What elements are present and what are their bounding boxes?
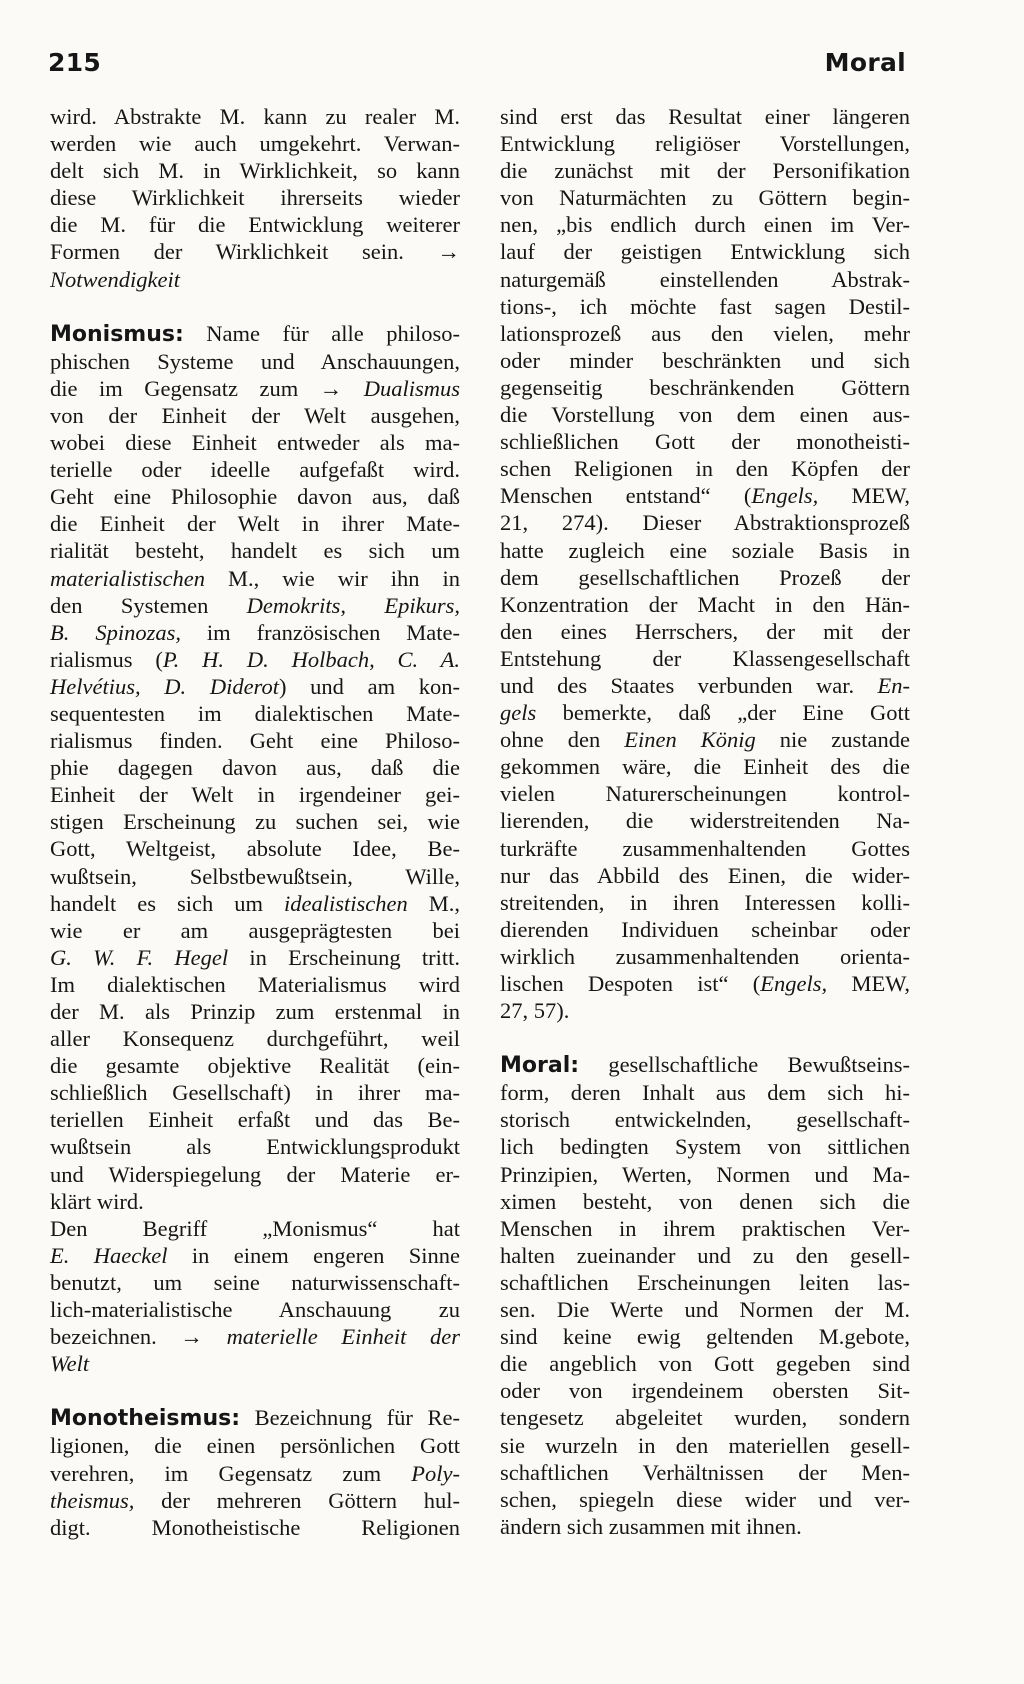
- text-line: [500, 509, 910, 536]
- line-text: nen, „bis endlich durch einen im Ver-: [500, 212, 910, 238]
- line-text: schließlichen Gott der monotheisti-: [500, 429, 910, 455]
- italic-text: Poly-: [411, 1460, 460, 1486]
- line-text: bezeichnen. →: [50, 1324, 227, 1350]
- italic-text: Engels,: [760, 971, 828, 996]
- line-text: Konzentration der Macht in den Hän-: [500, 591, 910, 617]
- text-line: [50, 1079, 460, 1106]
- italic-text: E. Haeckel: [50, 1242, 168, 1268]
- text-line: [50, 863, 460, 890]
- line-text: lich bedingten System von sittlichen: [500, 1134, 910, 1160]
- line-text: der mehreren Göttern hul-: [134, 1487, 460, 1513]
- text-line: [50, 1215, 460, 1242]
- line-text: wobei diese Einheit entweder als ma-: [50, 430, 460, 456]
- text-line: [500, 943, 910, 970]
- text-line: [500, 672, 910, 699]
- line-text: ximen besteht, von denen sich die: [500, 1188, 910, 1214]
- line-text: schließlich Gesellschaft) in ihrer ma-: [50, 1080, 460, 1106]
- line-text: in Erscheinung tritt.: [228, 944, 460, 970]
- line-text: schen Religionen in den Köpfen der: [500, 456, 910, 482]
- line-text: lich-materialistische Anschauung zu: [50, 1297, 460, 1323]
- line-text: phie dagegen davon aus, daß die: [50, 755, 460, 781]
- line-text: ) und am kon-: [278, 673, 460, 699]
- text-line: [50, 727, 460, 754]
- text-line: [50, 781, 460, 808]
- line-text: nie zustande: [755, 727, 910, 753]
- line-text: ohne den: [500, 727, 625, 753]
- line-text: den eines Herrschers, der mit der: [500, 618, 910, 644]
- line-text: Geht eine Philosophie davon aus, daß: [50, 484, 460, 510]
- text-line: [500, 482, 910, 509]
- text-line: [50, 673, 460, 700]
- line-text: die M. für die Entwicklung weiterer: [50, 212, 460, 238]
- text-line: [50, 1161, 460, 1188]
- line-text: M., wie wir ihn in: [204, 565, 460, 591]
- text-line: [500, 591, 910, 618]
- text-line: [500, 1133, 910, 1160]
- text-line: [500, 916, 910, 943]
- line-text: Menschen in ihrem praktischen Ver-: [500, 1215, 910, 1241]
- line-text: die gesamte objektive Realität (ein-: [50, 1053, 460, 1079]
- text-line: [500, 211, 910, 238]
- line-text: 27, 57).: [500, 998, 570, 1024]
- italic-text: materialistischen: [50, 565, 205, 591]
- line-text: Prinzipien, Werten, Normen und Ma-: [500, 1161, 910, 1187]
- line-text: streitenden, in ihren Interessen kolli-: [500, 889, 910, 915]
- line-text: MEW,: [827, 971, 910, 996]
- italic-text: Helvétius, D. Diderot: [50, 673, 279, 699]
- text-line: [500, 428, 910, 455]
- line-text: schaftlichen Verhältnissen der Men-: [500, 1459, 910, 1485]
- line-text: benutzt, um seine naturwissenschaft-: [50, 1269, 460, 1295]
- italic-text: materielle Einheit der: [226, 1324, 461, 1350]
- text-line: [500, 130, 910, 157]
- entry-term: Monotheismus:: [50, 1406, 240, 1432]
- line-text: wußtsein als Entwicklungsprodukt: [50, 1134, 460, 1160]
- italic-text: Einen König: [624, 727, 756, 753]
- text-line: [50, 402, 460, 429]
- line-text: handelt es sich um: [50, 890, 284, 916]
- italic-text: theismus,: [50, 1487, 135, 1513]
- text-line: [500, 184, 910, 211]
- text-line: [500, 1459, 910, 1486]
- text-line: [500, 564, 910, 591]
- line-text: schaftlichen Erscheinungen leiten las-: [500, 1269, 910, 1295]
- line-text: hatte zugleich eine soziale Basis in: [500, 537, 910, 563]
- line-text: gegenseitig beschränkenden Göttern: [500, 374, 910, 400]
- text-line: [50, 808, 460, 835]
- text-line: [500, 889, 910, 916]
- text-line: [500, 1188, 910, 1215]
- line-text: halten zueinander und zu den gesell-: [500, 1242, 910, 1268]
- text-line: [50, 700, 460, 727]
- line-text: sind erst das Resultat einer längeren: [500, 104, 910, 129]
- text-line: [50, 130, 460, 157]
- text-line: [500, 618, 910, 645]
- line-text: lationsprozeß aus den vielen, mehr: [500, 320, 910, 346]
- text-line: [50, 1106, 460, 1133]
- line-text: und des Staates verbunden war.: [500, 672, 878, 698]
- line-text: Entwicklung religiöser Vorstellungen,: [500, 131, 910, 157]
- line-text: phischen Systeme und Anschauungen,: [50, 348, 460, 374]
- text-line: [500, 1323, 910, 1350]
- text-line: [500, 1215, 910, 1242]
- line-text: die zunächst mit der Personifikation: [500, 158, 910, 184]
- line-text: die im Gegensatz zum →: [50, 375, 364, 401]
- entry-term: Monismus:: [50, 321, 184, 347]
- text-line: [50, 238, 460, 265]
- line-text: lischen Despoten ist“ (: [500, 971, 761, 996]
- line-text: M.,: [407, 890, 460, 916]
- left-column: [50, 103, 460, 1541]
- line-text: Name für alle philoso-: [183, 320, 460, 346]
- text-line: [50, 1404, 460, 1432]
- line-text: dierenden Individuen scheinbar oder: [500, 916, 910, 942]
- line-text: digt. Monotheistische Religionen: [50, 1514, 460, 1540]
- line-text: gesellschaftliche Bewußtseins-: [579, 1052, 910, 1078]
- line-text: tengesetz abgeleitet wurden, sondern: [500, 1405, 910, 1431]
- text-line: [50, 483, 460, 510]
- line-text: ligionen, die einen persönlichen Gott: [50, 1433, 460, 1459]
- text-line: [500, 726, 910, 753]
- text-line: [50, 971, 460, 998]
- text-line: [500, 374, 910, 401]
- text-line: [500, 970, 910, 997]
- text-line: [500, 347, 910, 374]
- text-line: [50, 565, 460, 592]
- line-text: den Systemen: [50, 592, 247, 618]
- line-text: verehren, im Gegensatz zum: [50, 1460, 412, 1486]
- text-line: [50, 375, 460, 402]
- line-text: wußtsein, Selbstbewußtsein, Wille,: [50, 863, 460, 889]
- text-line: [500, 401, 910, 428]
- line-text: sie wurzeln in den materiellen gesell-: [500, 1432, 910, 1458]
- line-text: Formen der Wirklichkeit sein. →: [50, 239, 460, 265]
- line-text: 21, 274). Dieser Abstraktionsprozeß: [500, 510, 910, 536]
- line-text: wirklich zusammenhaltenden orienta-: [500, 943, 910, 969]
- line-text: schen, spiegeln diese wider und ver-: [500, 1486, 910, 1512]
- text-line: [50, 1350, 460, 1377]
- line-text: oder minder beschränkten und sich: [500, 347, 910, 373]
- text-line: [50, 944, 460, 971]
- paragraph-gap: [50, 1377, 460, 1404]
- text-line: [50, 1242, 460, 1269]
- line-text: rialität besteht, handelt es sich um: [50, 538, 460, 564]
- line-text: nur das Abbild des Einen, die wider-: [500, 862, 910, 888]
- text-line: [50, 890, 460, 917]
- text-line: [500, 835, 910, 862]
- line-text: Einheit der Welt in irgendeiner gei-: [50, 782, 460, 808]
- line-text: rialismus (: [50, 646, 163, 672]
- line-text: turkräfte zusammenhaltenden Gottes: [500, 835, 910, 861]
- line-text: und Widerspiegelung der Materie er-: [50, 1161, 460, 1187]
- text-line: [50, 1487, 460, 1514]
- line-text: tions-, ich möchte fast sagen Destil-: [500, 293, 910, 319]
- line-text: naturgemäß einstellenden Abstrak-: [500, 266, 910, 292]
- italic-text: Demokrits, Epikurs,: [246, 592, 460, 618]
- text-line: [50, 1133, 460, 1160]
- text-line: [500, 320, 910, 347]
- line-text: sind keine ewig geltenden M.gebote,: [500, 1324, 910, 1350]
- line-text: die Einheit der Welt in ihrer Mate-: [50, 511, 460, 537]
- line-text: dem gesellschaftlichen Prozeß der: [500, 564, 910, 590]
- italic-text: En-: [877, 672, 910, 698]
- text-line: [500, 238, 910, 265]
- text-line: [500, 1242, 910, 1269]
- text-line: [500, 455, 910, 482]
- text-line: [500, 537, 910, 564]
- line-text: MEW,: [818, 483, 911, 509]
- italic-text: Dualismus: [363, 375, 460, 401]
- line-text: klärt wird.: [50, 1188, 144, 1214]
- italic-text: idealistischen: [284, 890, 408, 916]
- text-line: [50, 103, 460, 130]
- line-text: ändern sich zusammen mit ihnen.: [500, 1513, 802, 1539]
- line-text: rialismus finden. Geht eine Philoso-: [50, 728, 460, 754]
- text-line: [50, 348, 460, 375]
- text-line: [50, 429, 460, 456]
- text-line: [50, 1052, 460, 1079]
- line-text: terielle oder ideelle aufgefaßt wird.: [50, 457, 460, 483]
- line-text: der M. als Prinzip zum erstenmal in: [50, 999, 460, 1024]
- text-line: [500, 753, 910, 780]
- line-text: lauf der geistigen Entwicklung sich: [500, 239, 910, 265]
- line-text: diese Wirklichkeit ihrerseits wieder: [50, 185, 460, 211]
- right-column: [500, 103, 910, 1540]
- text-line: [50, 1269, 460, 1296]
- text-line: [50, 157, 460, 184]
- text-line: [500, 1432, 910, 1459]
- italic-text: P. H. D. Holbach, C. A.: [162, 646, 460, 672]
- text-line: [50, 754, 460, 781]
- line-text: die Vorstellung von dem einen aus-: [500, 402, 910, 428]
- text-line: [50, 1323, 460, 1350]
- text-line: [500, 1106, 910, 1133]
- text-line: [500, 699, 910, 726]
- text-line: [500, 103, 910, 130]
- line-text: Gott, Weltgeist, absolute Idee, Be-: [50, 836, 460, 862]
- text-line: [500, 1377, 910, 1404]
- page-number: 215: [48, 48, 102, 77]
- text-line: [500, 1486, 910, 1513]
- line-text: sequentesten im dialektischen Mate-: [50, 700, 460, 726]
- line-text: werden wie auch umgekehrt. Verwan-: [50, 131, 460, 157]
- entry-term: Moral:: [500, 1053, 580, 1079]
- italic-text: Notwendigkeit: [50, 266, 180, 292]
- text-line: [50, 1460, 460, 1487]
- text-line: [50, 1188, 460, 1215]
- line-text: in einem engeren Sinne: [167, 1242, 460, 1268]
- text-line: [50, 266, 460, 293]
- text-line: [500, 1404, 910, 1431]
- text-line: [50, 1432, 460, 1459]
- line-text: von Naturmächten zu Göttern begin-: [500, 185, 910, 211]
- text-line: [500, 1269, 910, 1296]
- text-line: [50, 320, 460, 348]
- text-line: [50, 537, 460, 564]
- line-text: aller Konsequenz durchgeführt, weil: [50, 1026, 460, 1052]
- italic-text: gels: [500, 700, 537, 726]
- text-line: [50, 835, 460, 862]
- text-line: [50, 646, 460, 673]
- italic-text: G. W. F. Hegel: [50, 944, 229, 970]
- line-text: form, deren Inhalt aus dem sich hi-: [500, 1080, 910, 1106]
- line-text: Entstehung der Klassengesellschaft: [500, 645, 910, 671]
- line-text: storisch entwickelnden, gesellschaft-: [500, 1107, 910, 1133]
- text-line: [500, 266, 910, 293]
- text-line: [500, 293, 910, 320]
- line-text: Den Begriff „Monismus“ hat: [50, 1215, 460, 1241]
- paragraph-gap: [500, 1024, 910, 1051]
- text-line: [500, 997, 910, 1024]
- line-text: von der Einheit der Welt ausgehen,: [50, 402, 460, 428]
- paragraph-gap: [50, 293, 460, 320]
- text-line: [500, 645, 910, 672]
- line-text: teriellen Einheit erfaßt und das Be-: [50, 1107, 460, 1133]
- text-line: [50, 917, 460, 944]
- line-text: im französischen Mate-: [180, 619, 460, 645]
- line-text: die angeblich von Gott gegeben sind: [500, 1351, 910, 1377]
- text-line: [500, 1296, 910, 1323]
- line-text: lierenden, die widerstreitenden Na-: [500, 808, 910, 834]
- line-text: delt sich M. in Wirklichkeit, so kann: [50, 158, 460, 184]
- text-line: [500, 1051, 910, 1079]
- text-line: [500, 807, 910, 834]
- line-text: gekommen wäre, die Einheit des die: [500, 754, 910, 780]
- line-text: Im dialektischen Materialismus wird: [50, 971, 460, 997]
- text-line: [500, 157, 910, 184]
- line-text: vielen Naturerscheinungen kontrol-: [500, 781, 910, 807]
- text-line: [500, 1513, 910, 1540]
- text-line: [50, 592, 460, 619]
- running-head: Moral: [824, 48, 906, 77]
- line-text: wie er am ausgeprägtesten bei: [50, 917, 460, 943]
- text-line: [50, 456, 460, 483]
- text-line: [50, 211, 460, 238]
- line-text: stigen Erscheinung zu suchen sei, wie: [50, 809, 460, 835]
- line-text: wird. Abstrakte M. kann zu realer M.: [50, 104, 460, 129]
- line-text: Menschen entstand“ (: [500, 483, 752, 509]
- text-line: [50, 1025, 460, 1052]
- line-text: Bezeichnung für Re-: [240, 1405, 460, 1431]
- text-line: [500, 1350, 910, 1377]
- line-text: oder von irgendeinem obersten Sit-: [500, 1378, 910, 1404]
- line-text: bemerkte, daß „der Eine Gott: [536, 700, 910, 726]
- text-line: [500, 862, 910, 889]
- text-line: [50, 998, 460, 1025]
- text-line: [500, 1161, 910, 1188]
- text-line: [50, 1514, 460, 1541]
- italic-text: B. Spinozas,: [50, 619, 181, 645]
- line-text: sen. Die Werte und Normen der M.: [500, 1297, 910, 1323]
- text-line: [500, 1079, 910, 1106]
- text-line: [50, 619, 460, 646]
- text-line: [500, 780, 910, 807]
- text-line: [50, 510, 460, 537]
- italic-text: Engels,: [751, 483, 819, 509]
- italic-text: Welt: [50, 1351, 90, 1377]
- text-line: [50, 1296, 460, 1323]
- text-line: [50, 184, 460, 211]
